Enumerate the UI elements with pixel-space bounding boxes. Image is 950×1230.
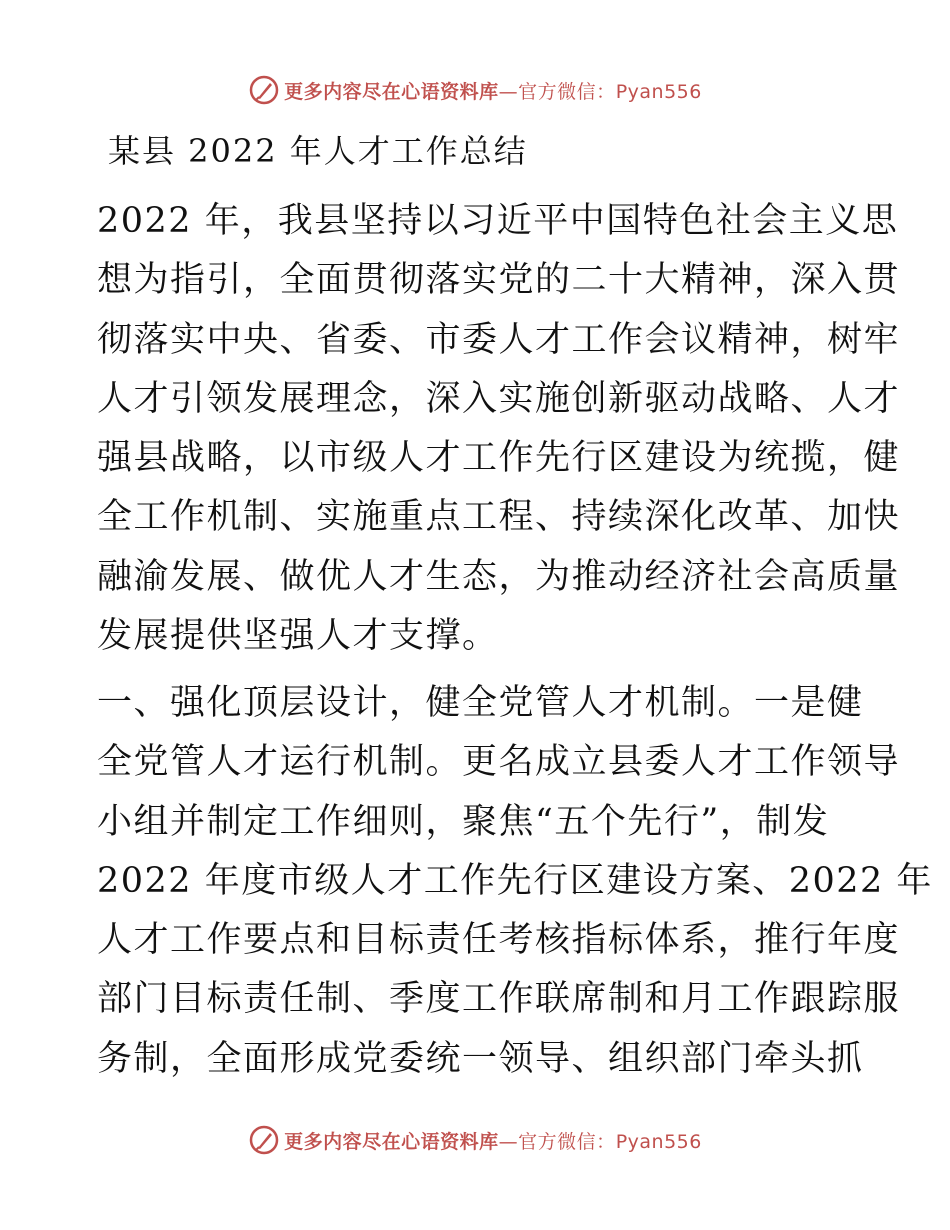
watermark-main-text: 更多内容尽在心语资料库 — [284, 1130, 499, 1153]
quill-logo-icon — [248, 1124, 280, 1156]
paragraph-line: 2022 年，我县坚持以习近平中国特色社会主义思 — [97, 201, 899, 241]
paragraph-line: 强县战略，以市级人才工作先行区建设为统揽，健 — [97, 438, 901, 479]
paragraph-line: 想为指引，全面贯彻落实党的二十大精神，深入贯 — [97, 260, 901, 301]
watermark-main-text: 更多内容尽在心语资料库 — [284, 80, 499, 103]
paragraph-line: 小组并制定工作细则，聚焦“五个先行”，制发 — [97, 801, 830, 842]
paragraph-line: 人才引领发展理念，深入实施创新驱动战略、人才 — [97, 378, 901, 419]
watermark-text — [284, 77, 702, 104]
paragraph-section-one — [97, 674, 933, 1089]
paragraph-line: 务制，全面形成党委统一领导、组织部门牵头抓 — [97, 1038, 864, 1079]
watermark-separator-text: —官方微信： — [498, 80, 616, 103]
document-title: 某县 2022 年人才工作总结 — [108, 132, 528, 170]
paragraph-intro — [97, 192, 901, 666]
paragraph-line: 发展提供坚强人才支撑。 — [97, 616, 499, 657]
paragraph-line: 人才工作要点和目标责任考核指标体系，推行年度 — [97, 920, 901, 961]
footer-watermark-banner — [0, 1120, 950, 1160]
paragraph-line: 部门目标责任制、季度工作联席制和月工作跟踪服 — [97, 979, 901, 1020]
header-watermark-banner — [0, 70, 950, 110]
paragraph-line: 融渝发展、做优人才生态，为推动经济社会高质量 — [97, 556, 901, 597]
paragraph-line: 彻落实中央、省委、市委人才工作会议精神，树牢 — [97, 319, 901, 360]
watermark-wechat-id: Pyan556 — [615, 80, 702, 103]
watermark-wechat-id: Pyan556 — [615, 1130, 702, 1153]
watermark-text — [284, 1127, 702, 1154]
paragraph-line: 全党管人才运行机制。更名成立县委人才工作领导 — [97, 742, 901, 783]
quill-logo-icon — [248, 74, 280, 106]
watermark-separator-text: —官方微信： — [498, 1130, 616, 1153]
paragraph-line: 一、强化顶层设计，健全党管人才机制。一是健 — [97, 683, 864, 723]
paragraph-line: 全工作机制、实施重点工程、持续深化改革、加快 — [97, 497, 901, 538]
paragraph-line: 2022 年度市级人才工作先行区建设方案、2022 年 — [97, 860, 933, 901]
